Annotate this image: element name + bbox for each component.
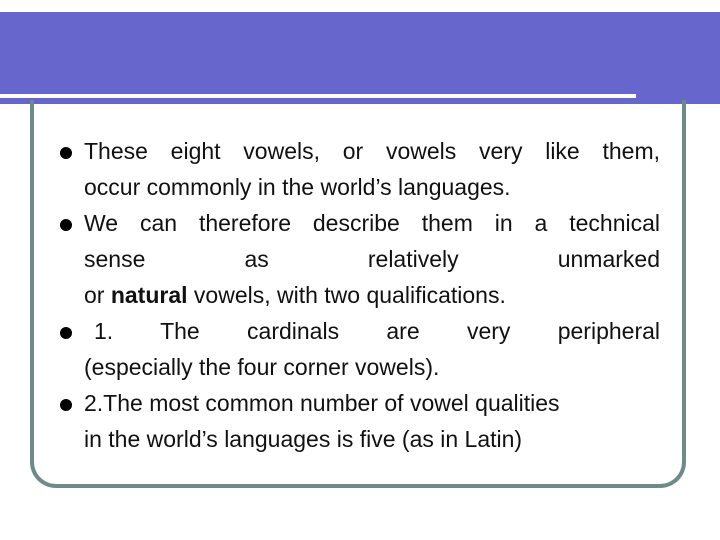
bullet-item-2 bbox=[50, 205, 660, 313]
bullet-dot-icon bbox=[60, 147, 72, 159]
bullet-2-line-2: sense as relatively unmarked bbox=[84, 246, 660, 272]
bullet-2-line-3 bbox=[84, 277, 660, 313]
bullet-4-line-2: in the world’s languages is five (as in Latin) bbox=[84, 426, 523, 452]
bold-term-natural: natural bbox=[110, 282, 188, 308]
bullet-list bbox=[50, 133, 660, 457]
bullet-2-line-3-post: vowels, with two qualifications. bbox=[193, 282, 506, 308]
bullet-2-line-3-pre: or bbox=[84, 282, 105, 308]
bullet-3-line-1: 1. The cardinals are very peripheral bbox=[94, 318, 660, 344]
bullet-dot-icon bbox=[60, 327, 72, 339]
title-band bbox=[0, 12, 720, 104]
bullet-dot-icon bbox=[60, 219, 72, 231]
bullet-item-1 bbox=[50, 133, 660, 205]
bullet-3-line-2: (especially the four corner vowels). bbox=[84, 354, 440, 380]
bullet-item-4 bbox=[50, 385, 660, 457]
bullet-item-3 bbox=[50, 313, 660, 385]
bullet-4-line-1: 2.The most common number of vowel qualities bbox=[84, 390, 560, 416]
bullet-dot-icon bbox=[60, 399, 72, 411]
title-underline bbox=[0, 94, 636, 98]
bullet-1-line-2: occur commonly in the world’s languages. bbox=[84, 174, 511, 200]
bullet-1-line-1: These eight vowels, or vowels very like them, bbox=[84, 138, 660, 164]
bullet-2-line-1: We can therefore describe them in a technical bbox=[84, 210, 660, 236]
